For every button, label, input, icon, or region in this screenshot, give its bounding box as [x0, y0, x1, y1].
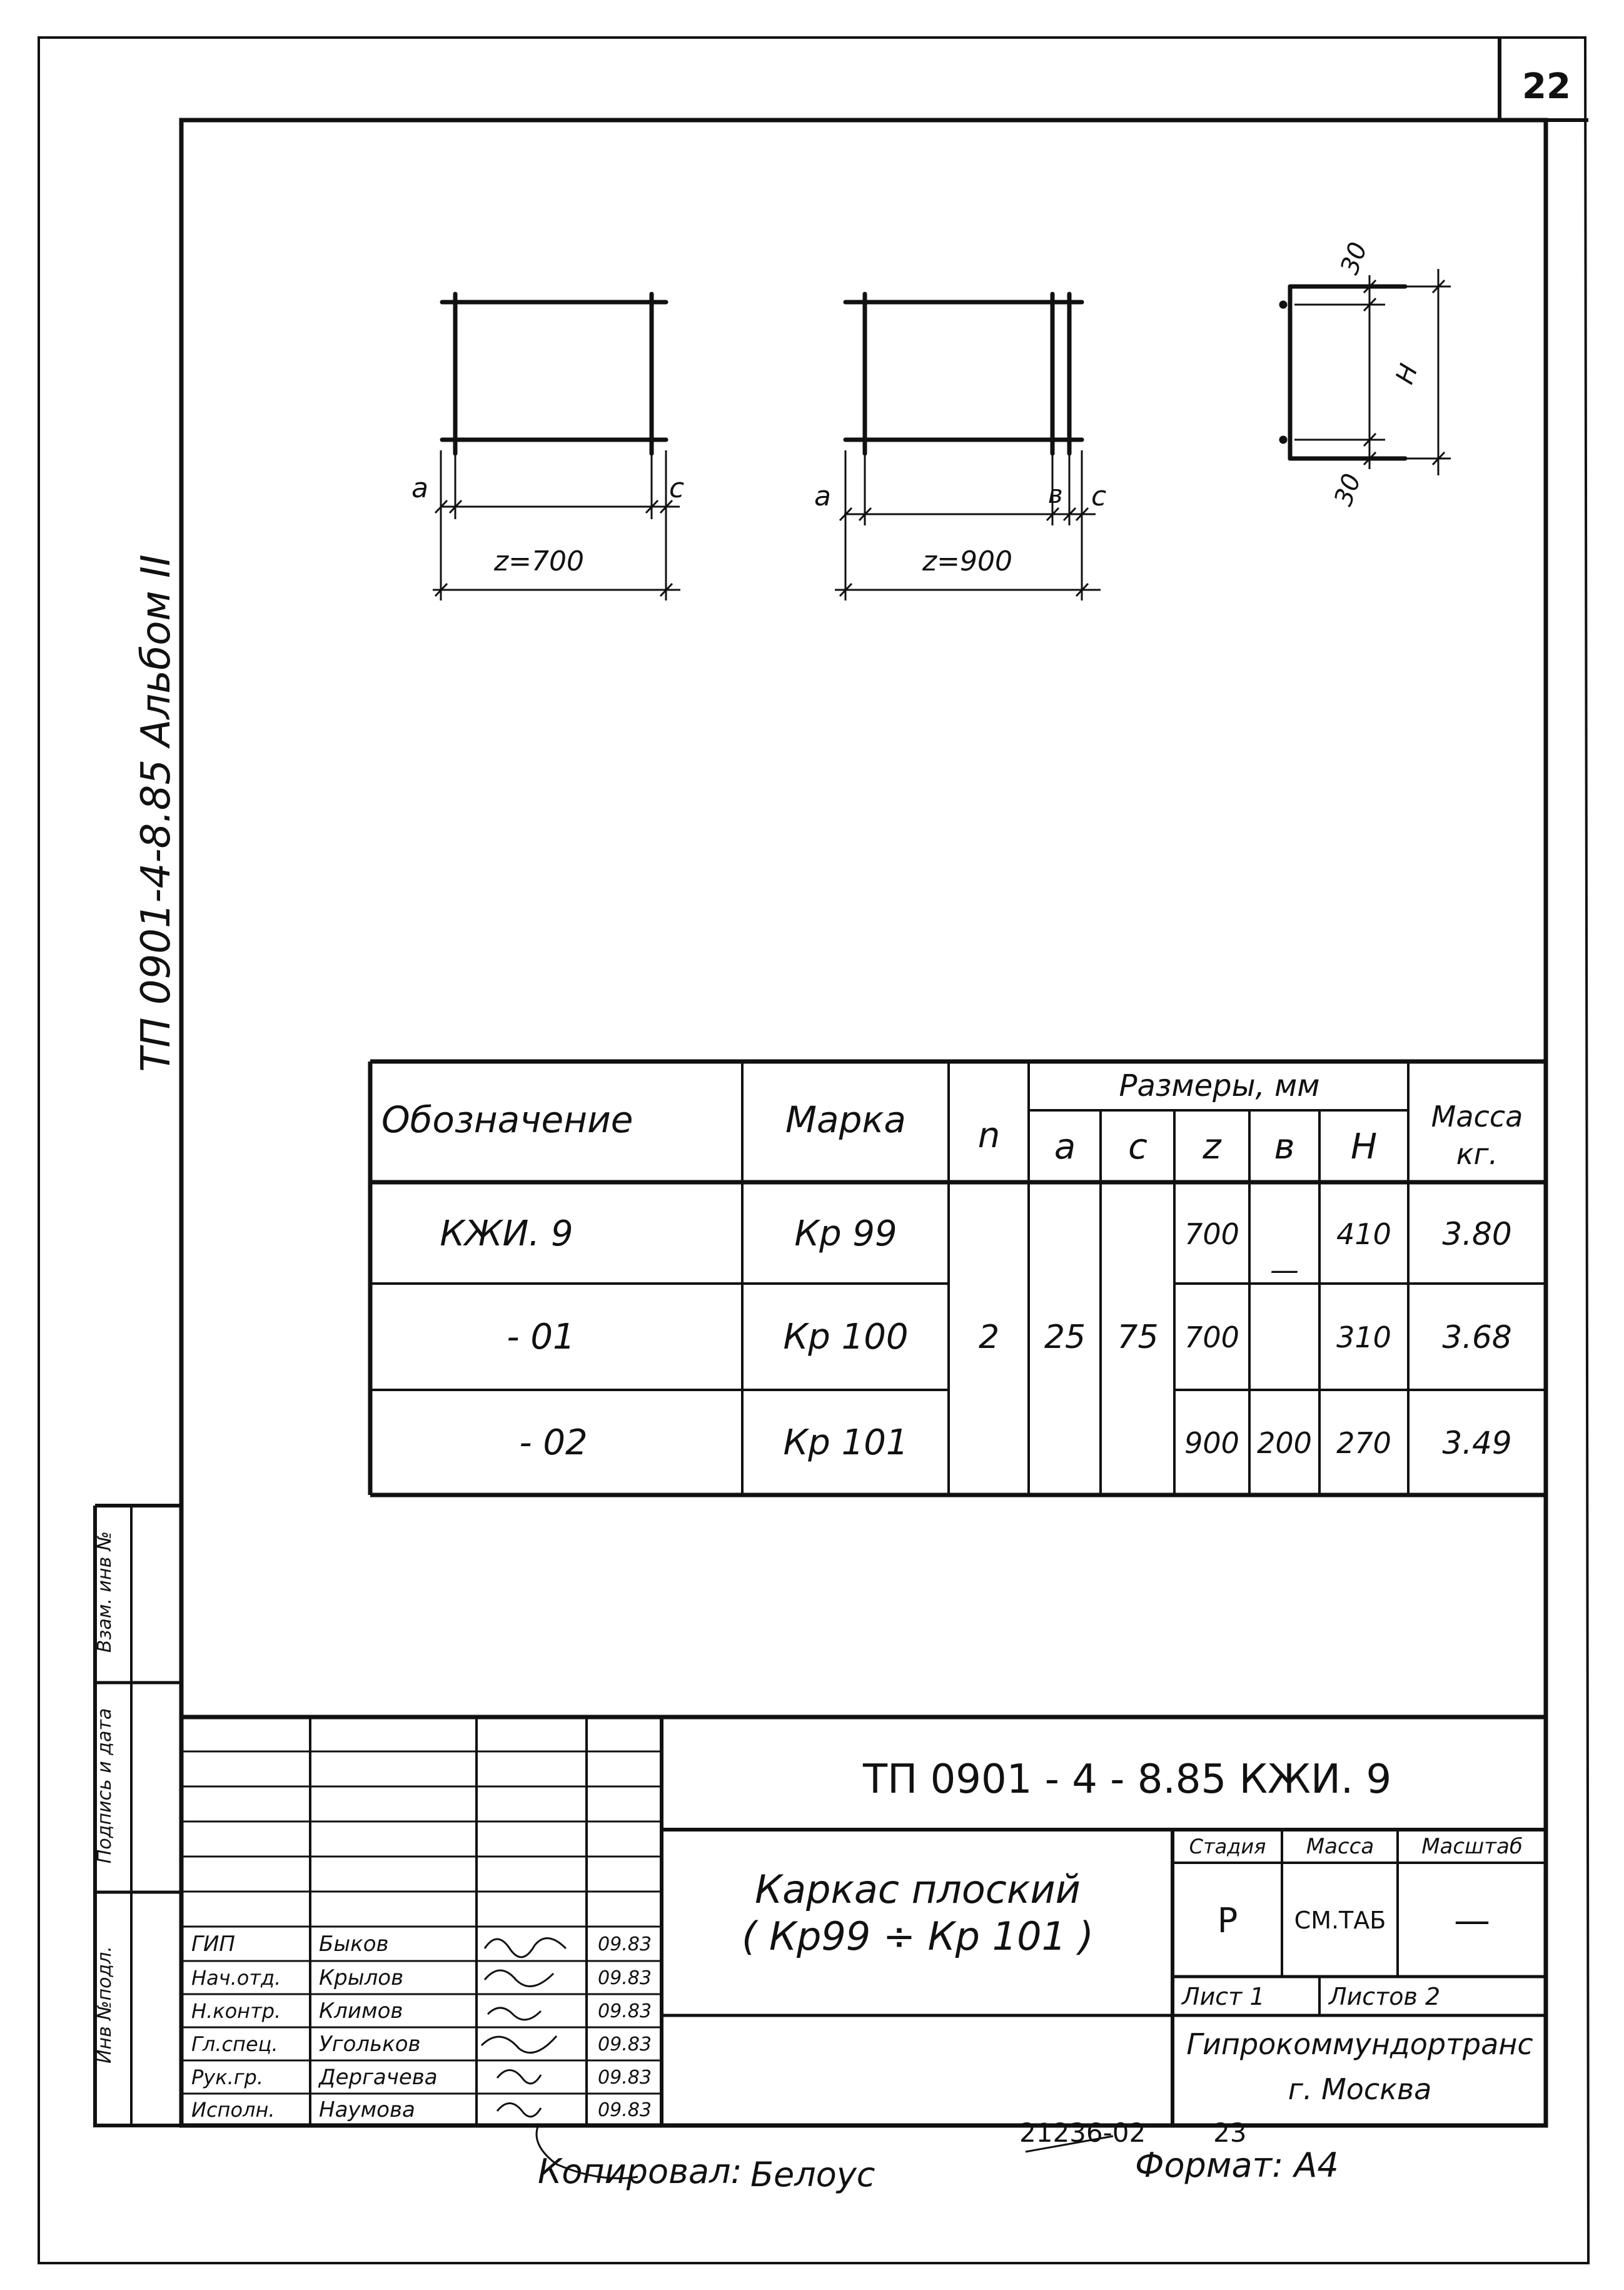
row-1-mark: Кр 99	[794, 1213, 897, 1254]
sig-name-2: Крылов	[319, 1965, 404, 1990]
scale-label: Масштаб	[1421, 1834, 1523, 1859]
header-a: a	[1054, 1126, 1076, 1167]
header-z: z	[1203, 1126, 1221, 1167]
sig-date-2: 09.83	[598, 1967, 652, 1989]
copied-label: Копировал:	[538, 2152, 742, 2191]
row-3-z: 900	[1184, 1426, 1239, 1460]
header-dimensions: Размеры, мм	[1119, 1068, 1320, 1103]
middle-sketch-z-label: z=900	[922, 545, 1012, 577]
header-n: n	[977, 1115, 1001, 1156]
sig-role-2: Нач.отд.	[191, 1966, 281, 1990]
page-number: 23	[1213, 2117, 1247, 2148]
merged-n-value: 2	[978, 1318, 1000, 1356]
header-designation: Обозначение	[381, 1098, 633, 1141]
merged-a-value: 25	[1044, 1318, 1086, 1356]
sig-date-1: 09.83	[598, 1933, 652, 1955]
sig-role-4: Гл.спец.	[191, 2032, 278, 2056]
row-1-designation: КЖИ. 9	[440, 1213, 573, 1254]
organization-line-1: Гипрокоммундортранс	[1186, 2027, 1533, 2061]
document-number: 21236-02	[1019, 2117, 1146, 2148]
sig-role-1: ГИП	[191, 1932, 235, 1957]
scale-value: —	[1454, 1899, 1490, 1942]
middle-sketch-b-label: в	[1048, 480, 1063, 509]
sig-name-5: Дергачева	[319, 2065, 438, 2090]
right-sketch-top-dim: 30	[1335, 238, 1373, 278]
row-2-designation: - 01	[507, 1317, 575, 1357]
left-sketch-z-label: z=700	[494, 545, 584, 577]
sig-name-3: Климов	[319, 1999, 403, 2024]
stamp-label-inv-orig: Инв №подл.	[94, 1946, 116, 2064]
title-line-2: ( Кр99 ÷ Кр 101 )	[742, 1913, 1094, 1959]
header-mark: Марка	[785, 1098, 906, 1141]
sig-date-4: 09.83	[598, 2033, 652, 2055]
middle-sketch-c-label: c	[1091, 480, 1107, 512]
sig-name-6: Наумова	[319, 2097, 415, 2122]
sig-date-5: 09.83	[598, 2066, 652, 2089]
mass-label: Масса	[1306, 1834, 1374, 1859]
sig-name-1: Быков	[319, 1932, 389, 1957]
stage-value: Р	[1217, 1900, 1238, 1940]
right-sketch-bottom-dim: 30	[1329, 470, 1367, 510]
sheet-number: 22	[1522, 66, 1571, 107]
stamp-label-replaced-inv: Взам. инв №	[94, 1531, 116, 1653]
format-label: Формат: А4	[1135, 2146, 1339, 2185]
sig-date-6: 09.83	[598, 2099, 652, 2121]
sig-role-6: Исполн.	[191, 2098, 275, 2122]
stage-label: Стадия	[1189, 1835, 1266, 1858]
header-c: c	[1128, 1126, 1147, 1167]
title-line-1: Каркас плоский	[755, 1866, 1081, 1912]
row-3-b: 200	[1257, 1426, 1312, 1460]
row-2-mass: 3.68	[1442, 1319, 1512, 1355]
copied-by: Белоус	[750, 2155, 875, 2194]
header-b: в	[1274, 1126, 1295, 1167]
row-3-designation: - 02	[519, 1422, 588, 1463]
sheets-count-label: Листов 2	[1329, 1982, 1441, 2010]
right-sketch-h-dim: H	[1390, 360, 1424, 388]
row-3-mark: Кр 101	[783, 1422, 909, 1463]
sig-name-4: Угольков	[319, 2032, 421, 2057]
organization-line-2: г. Москва	[1288, 2072, 1432, 2106]
document-code: ТП 0901 - 4 - 8.85 КЖИ. 9	[863, 1756, 1392, 1803]
row-2-z: 700	[1184, 1320, 1239, 1354]
sig-role-3: Н.контр.	[191, 1999, 281, 2023]
merged-c-value: 75	[1117, 1318, 1159, 1356]
row-3-h: 270	[1336, 1426, 1391, 1460]
row-2-h: 310	[1336, 1320, 1391, 1354]
middle-sketch-a-label: a	[814, 480, 831, 512]
header-mass: Масса	[1431, 1100, 1523, 1133]
row-1-h: 410	[1336, 1217, 1391, 1251]
left-sketch-c-label: c	[669, 472, 685, 504]
left-sketch-a-label: a	[411, 472, 428, 504]
row-1-z: 700	[1184, 1217, 1239, 1251]
row-3-mass: 3.49	[1442, 1424, 1512, 1461]
mass-value: СМ.ТАБ	[1294, 1907, 1386, 1934]
row-2-mark: Кр 100	[783, 1317, 909, 1357]
side-label: ТП 0901-4-8.85 Альбом II	[133, 554, 179, 1072]
header-mass-unit: кг.	[1456, 1137, 1498, 1171]
row-1-b: —	[1270, 1253, 1299, 1287]
header-h: H	[1350, 1126, 1378, 1167]
row-1-mass: 3.80	[1442, 1215, 1512, 1252]
sheet-label: Лист 1	[1182, 1982, 1265, 2010]
stamp-label-signature-date: Подпись и дата	[94, 1708, 116, 1864]
sig-role-5: Рук.гр.	[191, 2065, 264, 2089]
sig-date-3: 09.83	[598, 2000, 652, 2022]
